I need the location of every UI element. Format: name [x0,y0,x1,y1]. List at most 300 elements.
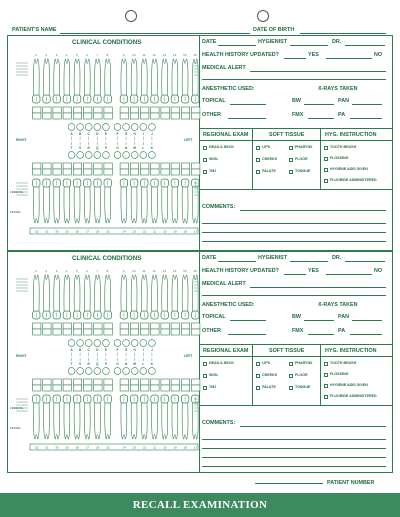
tooth-number: 28 [75,445,79,450]
tooth-number: 18 [183,229,187,234]
grid-top-rule[interactable] [199,128,393,129]
tooth-box [130,329,138,335]
tooth-number: 8 [106,269,109,273]
health-history-label: HEALTH HISTORY UPDATED? [202,268,279,274]
tooth-box [181,163,189,169]
tooth-number: 29 [65,445,69,450]
primary-tooth-letter: M [133,146,137,150]
tooth-root [44,59,50,95]
tooth-box [53,379,61,385]
grid-top-rule[interactable] [199,344,393,345]
tooth-root [172,275,178,311]
tooth-box [94,323,102,329]
tooth-box [104,385,112,391]
tooth-box [171,169,179,175]
tooth-number: 15 [183,269,187,273]
tooth-box [130,169,138,175]
tooth-number: 18 [183,445,187,450]
primary-tooth [140,152,147,159]
tooth-number: 3 [55,269,58,273]
medical-alert-label: MEDICAL ALERT [202,281,246,287]
tooth-box [94,107,102,113]
primary-tooth-letter: Q [96,362,99,366]
regional-checkbox[interactable] [203,374,207,378]
tooth-box [33,163,41,169]
primary-tooth [85,340,92,347]
bw-line[interactable] [304,104,334,105]
tooth-root [64,403,70,439]
tooth-number: 11 [142,53,146,57]
primary-tooth-letter: F [116,348,119,352]
primary-tooth [85,124,92,131]
comments-line[interactable] [202,250,386,251]
dob-label: DATE OF BIRTH [253,27,295,33]
tooth-root [54,59,60,95]
primary-tooth [77,368,84,375]
topical-line[interactable] [230,320,266,321]
pa-label: PA [338,328,346,334]
no-line[interactable] [326,274,372,275]
tooth-number: 9 [122,269,125,273]
tooth-box [43,107,51,113]
tooth-root [162,59,168,95]
dob-line[interactable] [300,33,386,34]
tooth-box [192,379,200,385]
regional-item: TMJ [209,385,217,389]
bw-line[interactable] [304,320,334,321]
comments-label: COMMENTS: [202,204,236,210]
primary-tooth [123,124,130,131]
tooth-box [84,113,92,119]
soft-tissue-checkbox[interactable] [256,146,260,150]
tooth-number: 30 [55,445,59,450]
dr-label: DR. [332,39,342,45]
hygienist-label: HYGIENIST [258,255,288,261]
tooth-box [130,163,138,169]
tooth-number: 8 [106,53,109,57]
soft-tissue-checkbox[interactable] [289,362,293,366]
tooth-box [33,379,41,385]
hyg-checkbox[interactable] [324,179,328,183]
soft-tissue-checkbox[interactable] [289,146,293,150]
left-side-label: LEFT [184,354,193,358]
tooth-number: 6 [86,269,88,273]
primary-tooth [131,340,138,347]
tooth-root [172,187,178,223]
tooth-box [192,323,200,329]
soft-tissue-checkbox[interactable] [256,362,260,366]
tooth-box [33,169,41,175]
tooth-root [131,275,137,311]
primary-tooth [94,368,101,375]
tooth-box [181,169,189,175]
tooth-box [161,323,169,329]
yes-label: YES [308,52,319,58]
hyg-checkbox[interactable] [324,384,328,388]
comments-line[interactable] [202,466,386,467]
hyg-checkbox[interactable] [324,157,328,161]
comments-line[interactable] [202,241,386,242]
grid-header-rule[interactable] [199,140,393,141]
tooth-number: 25 [106,229,110,234]
tooth-box [53,107,61,113]
comments-line[interactable] [202,457,386,458]
tooth-root [74,403,80,439]
hyg-item: FLOSSING [330,156,349,160]
hyg-checkbox[interactable] [324,146,328,150]
patient-name-label: PATIENT'S NAME [12,27,57,33]
primary-tooth [140,124,147,131]
tooth-number: 21 [153,445,157,450]
tooth-number: 26 [96,445,100,450]
tooth-box [141,329,149,335]
primary-tooth-letter: J [151,348,153,352]
date-line[interactable] [218,261,256,262]
tooth-box [192,107,200,113]
tooth-root [131,403,137,439]
tooth-box [94,113,102,119]
tooth-box [130,379,138,385]
primary-tooth-letter: R [87,146,90,150]
medical-alert-line[interactable] [250,287,386,288]
no-label: NO [374,52,383,58]
tooth-box [73,329,81,335]
regional-checkbox[interactable] [203,158,207,162]
tooth-number: 17 [193,229,198,234]
regional-checkbox[interactable] [203,170,207,174]
right-side-label: RIGHT [16,138,27,142]
anesthetic-label: ANESTHETIC USED: [202,86,255,92]
primary-tooth-letter: B [78,132,82,136]
tooth-box [141,113,149,119]
tooth-box [130,323,138,329]
tooth-box [171,163,179,169]
grid-divider [320,128,321,189]
hyg-checkbox[interactable] [324,362,328,366]
yes-line[interactable] [284,274,306,275]
topical-label: TOPICAL [202,314,226,320]
patient-number-label: PATIENT NUMBER [327,480,375,486]
tooth-box [181,329,189,335]
tooth-number: 23 [132,229,136,234]
tooth-number: 31 [45,229,49,234]
comments-line[interactable] [202,223,386,224]
primary-tooth-letter: H [133,348,136,352]
comments-line[interactable] [202,448,386,449]
tooth-number: 27 [85,445,90,450]
comments-line[interactable] [202,439,386,440]
tooth-box [73,323,81,329]
primary-tooth [149,124,156,131]
primary-tooth-letter: A [70,348,73,352]
tooth-number: 12 [152,269,156,273]
tooth-root [84,187,90,223]
soft-tissue-checkbox[interactable] [289,386,293,390]
tooth-root [121,403,127,439]
tooth-box [104,163,112,169]
hyg-checkbox[interactable] [324,168,328,172]
tooth-root [141,403,147,439]
primary-tooth [103,368,110,375]
tooth-number: 6 [86,53,88,57]
left-side-label: LEFT [184,138,193,142]
patient-number-line[interactable] [255,483,323,484]
tooth-box [130,385,138,391]
soft-tissue-title: SOFT TISSUE [269,132,305,138]
tooth-box [104,323,112,329]
primary-tooth-letter: P [104,146,107,150]
primary-tooth-letter: N [124,146,128,150]
tooth-number: 26 [96,229,100,234]
regional-item: TMJ [209,169,217,173]
primary-tooth [68,368,75,375]
tooth-number: 2 [45,53,48,57]
soft-tissue-item: PALATE [262,169,276,173]
clinical-conditions-title: CLINICAL CONDITIONS [72,39,142,46]
tooth-box [171,379,179,385]
topical-line[interactable] [230,104,266,105]
soft-tissue-item: PALATE [262,385,276,389]
soft-tissue-checkbox[interactable] [256,374,260,378]
tooth-root [141,59,147,95]
tooth-box [161,163,169,169]
yes-line[interactable] [284,58,306,59]
soft-tissue-checkbox[interactable] [289,374,293,378]
fmx-line[interactable] [308,334,334,335]
hygienist-line[interactable] [290,45,328,46]
tooth-number: 22 [142,229,147,234]
tooth-box [104,379,112,385]
tooth-number: 13 [162,53,167,57]
other-line[interactable] [228,334,266,335]
hyg-item: FLOSSING [330,372,349,376]
tooth-number: 11 [142,269,146,273]
tooth-box [130,113,138,119]
date-line[interactable] [218,45,256,46]
regional-exam-title: REGIONAL EXAM [203,132,249,138]
grid-bottom-rule[interactable] [199,189,393,190]
tooth-number: 15 [183,53,187,57]
primary-tooth [123,340,130,347]
tooth-box [171,329,179,335]
facial-label: FACIAL [10,210,21,214]
tooth-root [64,59,70,95]
primary-tooth-letter: A [70,132,73,136]
tooth-root [162,403,168,439]
tooth-box [53,169,61,175]
hygienist-line[interactable] [290,261,328,262]
grid-header-rule[interactable] [199,356,393,357]
other-line[interactable] [228,118,266,119]
soft-tissue-item: TONGUE [295,385,311,389]
regional-item: SKIN [209,373,218,377]
pa-line[interactable] [350,334,382,335]
tooth-box [94,169,102,175]
regional-exam-title: REGIONAL EXAM [203,348,249,354]
tooth-box [130,107,138,113]
pan-line[interactable] [352,320,382,321]
primary-tooth [131,152,138,159]
tooth-box [63,169,71,175]
tooth-root [141,187,147,223]
tooth-box [94,379,102,385]
primary-tooth [114,368,121,375]
punch-hole [257,10,269,22]
topical-label: TOPICAL [202,98,226,104]
soft-tissue-item: PHARYNX [295,361,313,365]
soft-tissue-item: LIPS [262,361,270,365]
pa-line[interactable] [350,118,382,119]
medical-alert-line-2[interactable] [202,295,386,296]
tooth-root [152,59,158,95]
tooth-number: 17 [193,445,198,450]
primary-tooth-letter: G [124,348,128,352]
tooth-number: 13 [162,269,167,273]
tooth-root [105,275,111,311]
tooth-number: 4 [65,269,68,273]
dr-line[interactable] [345,261,385,262]
tooth-box [43,163,51,169]
tooth-box [141,385,149,391]
tooth-root [105,59,111,95]
tooth-number: 32 [34,445,39,450]
tooth-root [95,403,101,439]
yes-label: YES [308,268,319,274]
comments-line[interactable] [240,426,386,427]
tooth-number: 22 [142,445,147,450]
tooth-number: 14 [172,269,177,273]
other-label: OTHER [202,328,221,334]
hyg-item: TOOTH BRUSH [330,361,357,365]
primary-tooth-letter: T [70,146,73,150]
medical-alert-line-2[interactable] [202,79,386,80]
tooth-root [141,275,147,311]
soft-tissue-checkbox[interactable] [256,386,260,390]
tooth-box [73,169,81,175]
tooth-root [131,59,137,95]
tooth-box [33,385,41,391]
comments-line[interactable] [240,210,386,211]
tooth-box [141,163,149,169]
primary-tooth-letter: R [87,362,90,366]
primary-tooth [85,368,92,375]
tooth-box [63,107,71,113]
tooth-box [33,323,41,329]
soft-tissue-checkbox[interactable] [256,170,260,174]
primary-tooth-letter: O [116,362,119,366]
regional-checkbox[interactable] [203,146,207,150]
grid-bottom-rule[interactable] [199,405,393,406]
tooth-root [95,275,101,311]
hyg-item: HYGIENE AIDS GIVEN [330,167,368,171]
primary-tooth [68,124,75,131]
primary-tooth [103,152,110,159]
tooth-number: 7 [96,53,99,57]
comments-line[interactable] [202,232,386,233]
tooth-number: 10 [132,53,136,57]
no-line[interactable] [326,58,372,59]
primary-tooth [94,124,101,131]
tooth-box [53,113,61,119]
tooth-box [151,323,159,329]
soft-tissue-checkbox[interactable] [256,158,260,162]
tooth-box [73,107,81,113]
primary-tooth-letter: K [150,362,154,366]
primary-tooth [123,368,130,375]
medical-alert-line[interactable] [250,71,386,72]
tooth-root [182,403,188,439]
soft-tissue-item: PHARYNX [295,145,313,149]
punch-hole [125,10,137,22]
soft-tissue-checkbox[interactable] [289,170,293,174]
tooth-number: 5 [75,53,78,57]
primary-tooth-letter: K [150,146,154,150]
tooth-box [84,329,92,335]
tooth-root [54,187,60,223]
tooth-box [161,113,169,119]
primary-tooth [77,152,84,159]
soft-tissue-item: TONGUE [295,169,311,173]
primary-tooth [114,340,121,347]
hyg-item: FLUORIDE ADMINISTERED [330,394,377,398]
hyg-item: FLUORIDE ADMINISTERED [330,178,377,182]
fmx-line[interactable] [308,118,334,119]
primary-tooth [103,340,110,347]
primary-tooth [131,368,138,375]
tooth-box [43,385,51,391]
primary-tooth-letter: F [116,132,119,136]
tooth-box [84,107,92,113]
tooth-box [104,113,112,119]
tooth-box [53,163,61,169]
tooth-root [33,187,39,223]
tooth-root [33,59,39,95]
tooth-root [105,187,111,223]
tooth-number: 16 [193,53,197,57]
tooth-root [182,59,188,95]
soft-tissue-checkbox[interactable] [289,158,293,162]
primary-tooth [68,340,75,347]
tooth-box [171,107,179,113]
patient-name-line[interactable] [60,33,250,34]
soft-tissue-item: FLOOR [295,157,308,161]
tooth-number: 2 [45,269,48,273]
primary-tooth [94,340,101,347]
hyg-checkbox[interactable] [324,373,328,377]
tooth-box [84,169,92,175]
regional-checkbox[interactable] [203,386,207,390]
tooth-number: 4 [65,53,68,57]
pan-line[interactable] [352,104,382,105]
tooth-number: 19 [173,445,177,450]
date-label: DATE [202,255,217,261]
tooth-chart [8,47,200,247]
tooth-root [121,275,127,311]
tooth-box [120,379,128,385]
tooth-box [53,329,61,335]
tooth-root [172,403,178,439]
primary-tooth-letter: E [104,348,107,352]
primary-tooth-letter: D [96,132,99,136]
hyg-checkbox[interactable] [324,395,328,399]
primary-tooth [85,152,92,159]
tooth-box [94,163,102,169]
dr-line[interactable] [345,45,385,46]
primary-tooth [68,152,75,159]
hyg-item: TOOTH BRUSH [330,145,357,149]
regional-checkbox[interactable] [203,362,207,366]
tooth-root [33,403,39,439]
